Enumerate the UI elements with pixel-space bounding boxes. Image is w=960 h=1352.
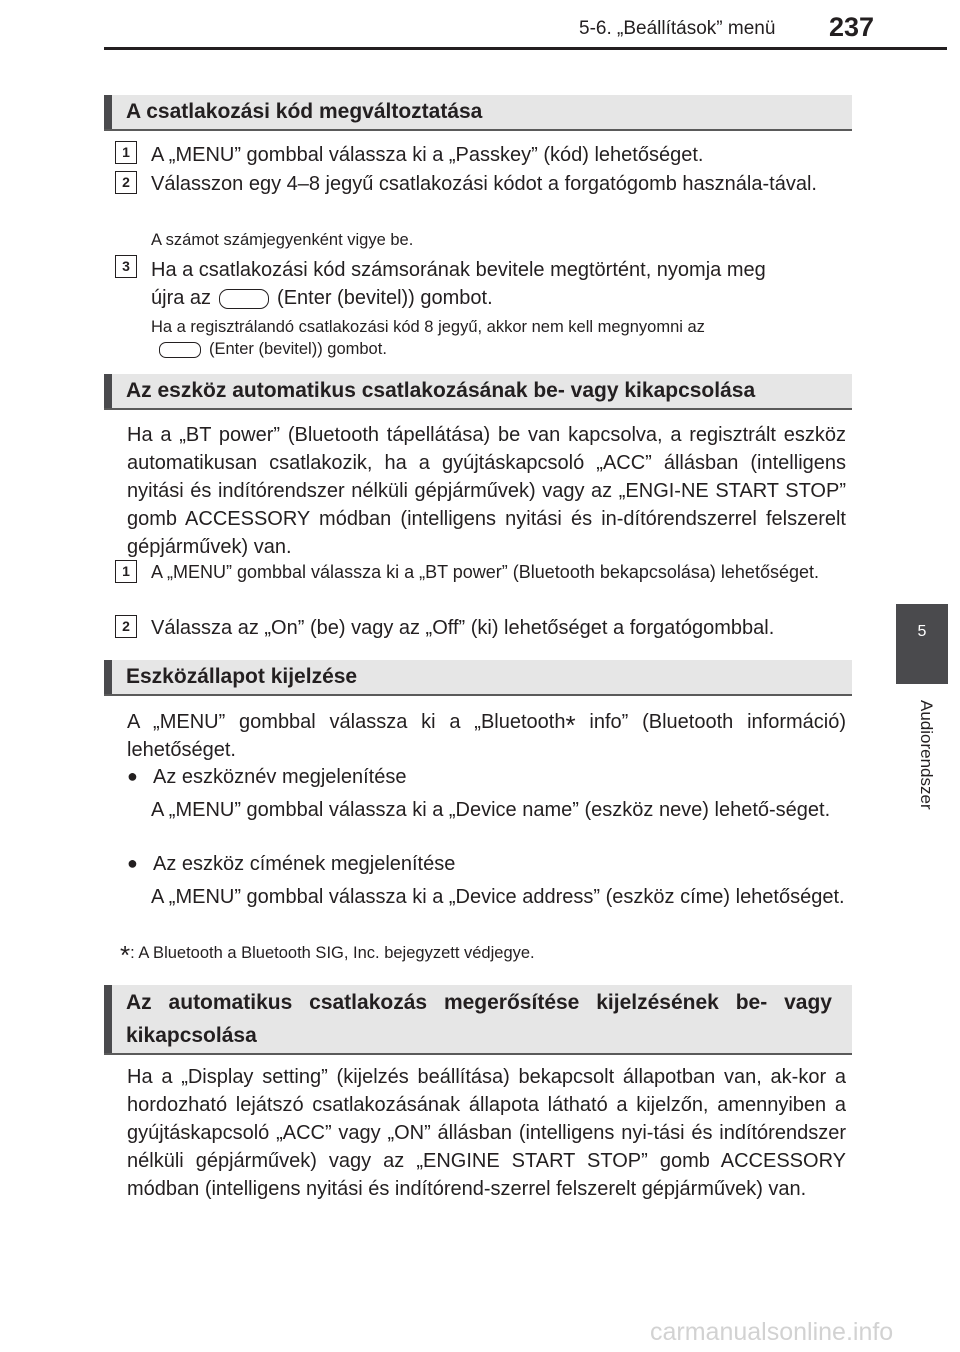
page-number: 237 [829, 12, 875, 42]
section-title-connect-confirm: Az automatikus csatlakozás megerősítése kijelzésének be- vagy kikapcsolása [104, 985, 852, 1055]
enter-button-icon [159, 342, 201, 358]
step-number: 1 [115, 560, 137, 583]
step-text: Ha a csatlakozási kód számsorának bevitele megtörtént, nyomja meg [151, 259, 766, 281]
section-title-auto-connect: Az eszköz automatikus csatlakozásának be- vagy kikapcsolása [104, 374, 852, 410]
section-title-passkey: A csatlakozási kód megváltoztatása [104, 95, 852, 131]
bullet-title: Az eszköz címének megjelenítése [153, 853, 456, 875]
step-number: 2 [115, 615, 137, 638]
chapter-tab [896, 604, 948, 684]
step-text: Válassza az „On” (be) vagy az „Off” (ki) lehetőséget a forgatógombbal. [151, 617, 775, 639]
step-text-line: újra az (Enter (bevitel)) gombot. [151, 287, 493, 309]
bullet-body: A „MENU” gombbal válassza ki a „Device name” (eszköz neve) lehető-séget. [151, 799, 831, 821]
footnote-star: * [120, 940, 131, 970]
section-body: Ha a „Display setting” (kijelzés beállítása) bekapcsolt állapotban van, ak-kor a hordozható lejátszó csatlakozásának állapota látható a kijelzőn, amennyiben a gyújtáskapcsoló „ACC” vagy „ON” állásban (intelligens nyi-tási és indítórendszer nélküli gépjárművek) vagy az „ENGINE START STOP” gomb ACCESSORY módban (intelligens nyitási és indítórend-szerrel felszerelt gépjárművek) van. [127, 1066, 846, 1200]
chapter-label: Audiorendszer [917, 700, 936, 810]
bullet-body: A „MENU” gombbal válassza ki a „Device address” (eszköz címe) lehetőséget. [151, 886, 845, 908]
step-note: Ha a regisztrálandó csatlakozási kód 8 jegyű, akkor nem kell megnyomni az [151, 318, 705, 336]
step-text: A „MENU” gombbal válassza ki a „BT power” (Bluetooth bekapcsolása) lehetőséget. [151, 562, 819, 582]
bullet-title: Az eszköznév megjelenítése [153, 766, 407, 788]
bullet-icon: ● [127, 853, 138, 873]
enter-button-icon [219, 289, 269, 309]
step-number: 1 [115, 141, 137, 164]
section-title-device-status: Eszközállapot kijelzése [104, 660, 852, 696]
chapter-number: 5 [917, 623, 927, 640]
step-note-line: (Enter (bevitel)) gombot. [151, 338, 846, 360]
watermark: carmanualsonline.info [650, 1318, 894, 1346]
section-intro: A „MENU” gombbal válassza ki a „Bluetooth* info” (Bluetooth információ) lehetőséget. [127, 710, 846, 761]
step-number: 2 [115, 171, 137, 194]
step-text: Válasszon egy 4–8 jegyű csatlakozási kódot a forgatógomb használa-tával. [151, 173, 817, 195]
step-number: 3 [115, 255, 137, 278]
footnote-marker: * [565, 710, 576, 740]
bullet-icon: ● [127, 766, 138, 786]
section-header: 5-6. „Beállítások” menü [579, 18, 776, 39]
section-body: Ha a „BT power” (Bluetooth tápellátása) be van kapcsolva, a regisztrált eszköz automatikusan csatlakozik, ha a gyújtáskapcsoló „ACC” állásban (intelligens nyitási és indítórendszer nélküli gépjárművek) vagy az „ENGI-NE START STOP” gomb ACCESSORY módban (intelligens nyitási és in-dítórendszerrel felszerelt gépjárművek) van. [127, 424, 846, 558]
step-note: A számot számjegyenként vigye be. [151, 231, 414, 249]
footnote: *: A Bluetooth a Bluetooth SIG, Inc. bejegyzett védjegye. [120, 940, 535, 970]
step-text: A „MENU” gombbal válassza ki a „Passkey” (kód) lehetőséget. [151, 144, 704, 166]
header-rule [104, 47, 947, 50]
